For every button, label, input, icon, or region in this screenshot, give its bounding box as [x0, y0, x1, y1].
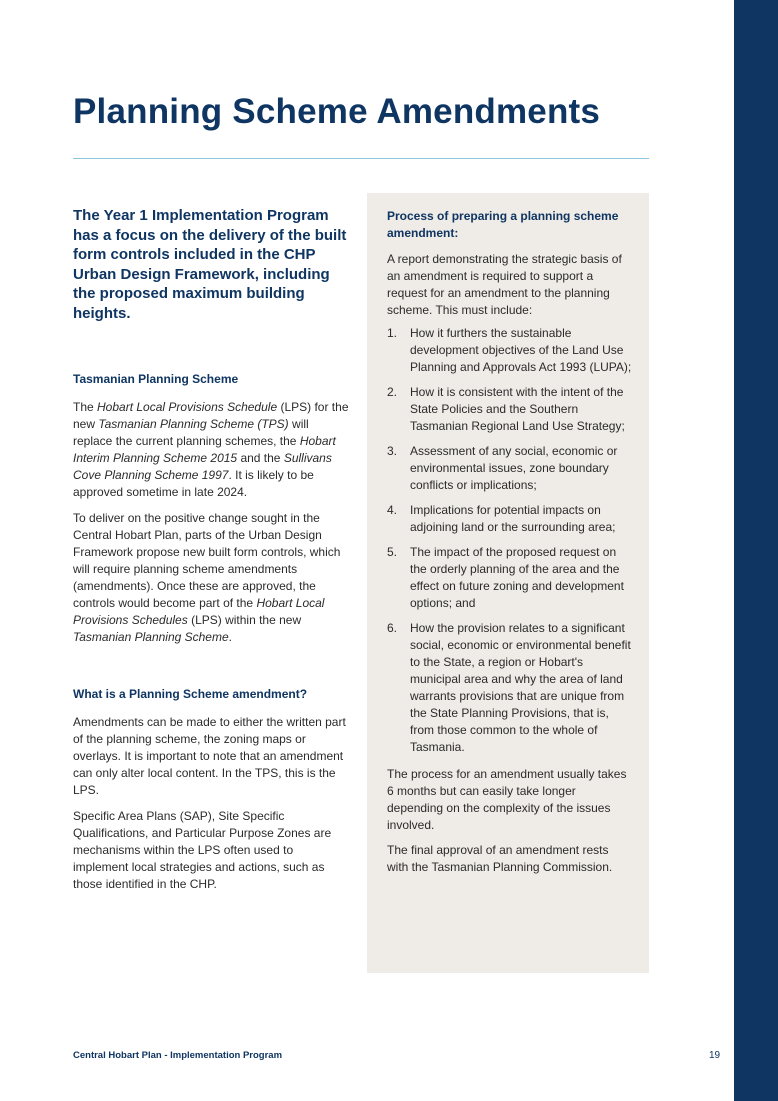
- title-rule: [73, 158, 649, 159]
- left-column: [73, 206, 349, 902]
- tps-heading: Tasmanian Planning Scheme: [73, 371, 239, 386]
- page-number: 19: [709, 1050, 721, 1061]
- amendment-paragraph-2: Specific Area Plans (SAP), Site Specific Qualifications, and Particular Purpose Zones are mechanisms within the LPS often used to implement local strategies and actions, such as those identified in the CHP.: [73, 808, 332, 891]
- tps-paragraph-1: The Hobart Local Provisions Schedule (LPS) for the new Tasmanian Planning Scheme (TPS) will replace the current planning schemes, the Hobart Interim Planning Scheme 2015 and the Sullivans Cove Planning Scheme 1997. It is likely to be approved sometime in late 2024.: [73, 399, 349, 499]
- process-steps: [387, 325, 633, 756]
- page-title: Planning Scheme Amendments: [73, 92, 601, 131]
- process-box: [367, 193, 649, 973]
- list-item: 6. How the provision relates to a significant social, economic or environmental benefit to the State, a region or Hobart's municipal area and why the area of land warrants provisions that are unique from the State Planning Provisions, that is, from those common to the whole of Tasmania.: [387, 621, 631, 754]
- process-approval: The final approval of an amendment rests with the Tasmanian Planning Commission.: [387, 843, 613, 874]
- footer-document-title: Central Hobart Plan - Implementation Program: [73, 1050, 283, 1061]
- process-intro: A report demonstrating the strategic basis of an amendment is required to support a request for an amendment to the planning scheme. This must include:: [387, 252, 622, 317]
- process-duration: The process for an amendment usually takes 6 months but can easily take longer depending on the complexity of the issues involved.: [387, 767, 627, 832]
- process-heading: Process of preparing a planning scheme amendment:: [387, 209, 619, 240]
- list-item: 5. The impact of the proposed request on the orderly planning of the area and the effect on future zoning and development options; and: [387, 545, 624, 610]
- tps-paragraph-2: To deliver on the positive change sought in the Central Hobart Plan, parts of the Urban Design Framework propose new built form controls, which will require planning scheme amendments (amendments). Once these are approved, the controls would become part of the Hobart Local Provisions Schedules (LPS) within the new Tasmanian Planning Scheme.: [73, 510, 341, 644]
- list-item: 2. How it is consistent with the intent of the State Policies and the Southern Tasmanian Regional Land Use Strategy;: [387, 385, 625, 433]
- amendment-heading: What is a Planning Scheme amendment?: [73, 686, 308, 701]
- list-item: 1. How it furthers the sustainable development objectives of the Land Use Planning and Approvals Act 1993 (LUPA);: [387, 326, 632, 374]
- list-item: 3. Assessment of any social, economic or environmental issues, zone boundary conflicts or implications;: [387, 444, 618, 492]
- amendment-paragraph-1: Amendments can be made to either the written part of the planning scheme, the zoning maps or overlays. It is important to note that an amendment can only alter local content. In the TPS, this is the LPS.: [73, 714, 346, 797]
- lead-paragraph: The Year 1 Implementation Program has a focus on the delivery of the built form controls included in the CHP Urban Design Framework, including the proposed maximum building heights.: [73, 207, 347, 322]
- side-bar: [734, 0, 778, 1101]
- list-item: 4. Implications for potential impacts on adjoining land or the surrounding area;: [387, 503, 616, 534]
